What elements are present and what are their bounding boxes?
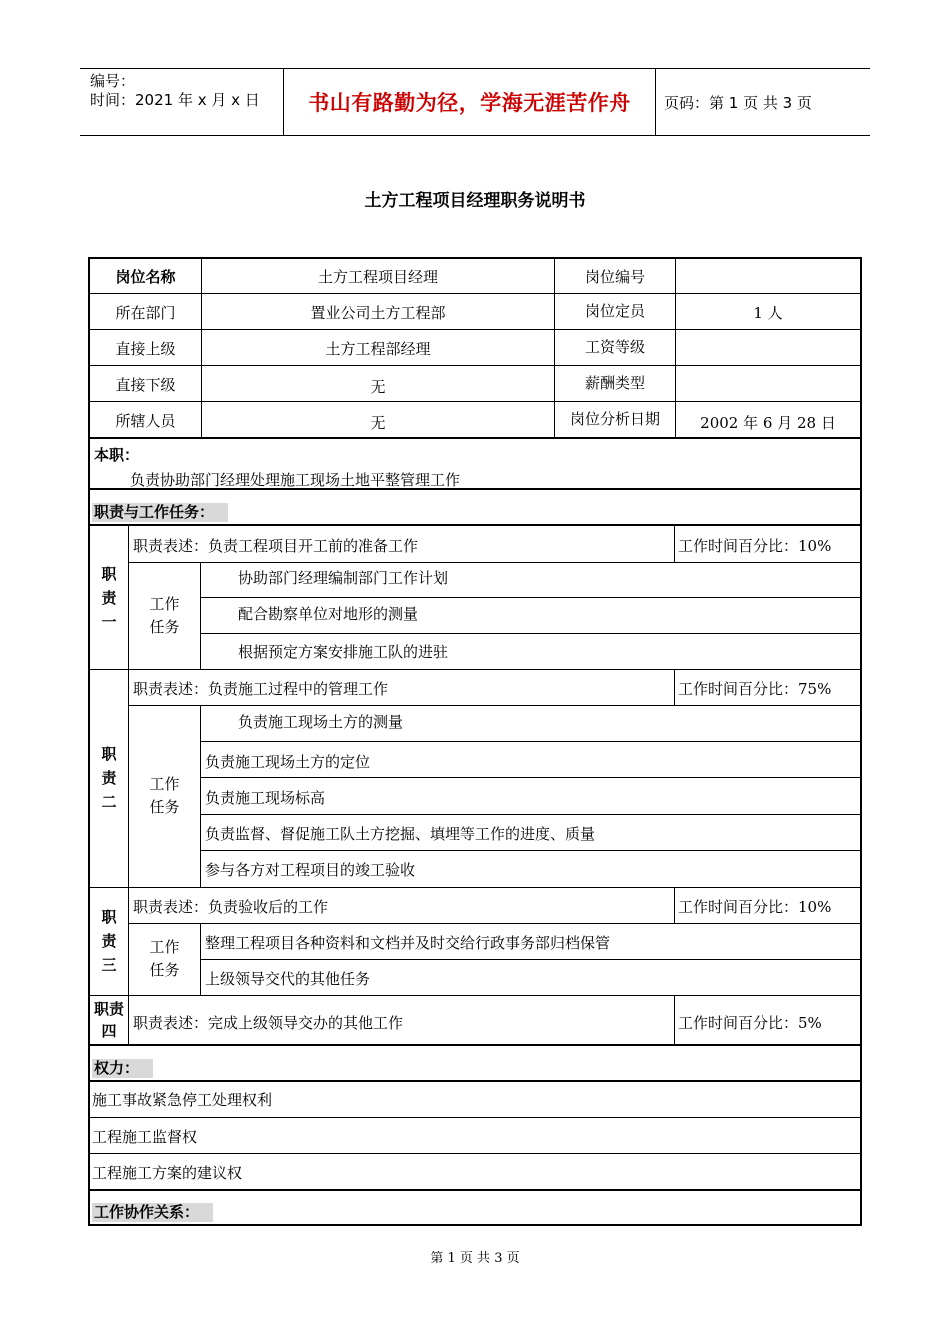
header-meta — [80, 69, 283, 135]
duty-1-label: 职 责 一 — [101, 564, 117, 631]
page-footer: 第 1 页 共 3 页 — [430, 1251, 520, 1266]
label-subordinates: 直接下级 — [115, 375, 176, 394]
duty-1-time-share: 工作时间百分比：10% — [678, 536, 832, 555]
label-supervisor: 直接上级 — [115, 339, 176, 358]
primary-duty-heading: 本职： — [94, 446, 140, 464]
label-salary-grade: 工资等级 — [584, 337, 645, 356]
duty-2-task-1: 负责施工现场土方的测量 — [238, 712, 404, 731]
value-position-name: 土方工程项目经理 — [317, 267, 438, 286]
duty-3-task-1: 整理工程项目各种资料和文档并及时交给行政事务部归档保管 — [205, 933, 611, 952]
document-number-label: 编号： — [90, 72, 136, 90]
duty-2-label: 职 责 二 — [101, 745, 117, 811]
duty-3-statement: 职责表述：负责验收后的工作 — [133, 897, 329, 916]
header-motto: 书山有路勤为径，学海无涯苦作舟 — [283, 69, 656, 135]
value-salary-grade — [676, 331, 860, 365]
duty-4-time-share: 工作时间百分比：5% — [678, 1013, 822, 1032]
duty-3-task-2: 上级领导交代的其他任务 — [205, 969, 371, 988]
label-position-name: 岗位名称 — [115, 267, 176, 286]
value-department: 置业公司土方工程部 — [310, 303, 446, 322]
value-supervisor: 土方工程部经理 — [325, 339, 431, 358]
duty-1-task-2: 配合勘察单位对地形的测量 — [238, 604, 419, 623]
duty-3-task-label: 工作 任务 — [149, 938, 180, 979]
authority-heading: 权力： — [92, 1059, 153, 1078]
document-time: 时间：2021 年 x 月 x 日 — [90, 91, 260, 109]
value-staff: 无 — [370, 413, 386, 432]
label-headcount: 岗位定员 — [584, 301, 645, 320]
value-subordinates: 无 — [370, 377, 386, 396]
label-pay-type: 薪酬类型 — [584, 373, 645, 392]
document-title: 土方工程项目经理职务说明书 — [364, 191, 586, 211]
duty-2-task-5: 参与各方对工程项目的竣工验收 — [205, 860, 416, 879]
duty-2-task-4: 负责监督、督促施工队土方挖掘、填埋等工作的进度、质量 — [205, 824, 596, 843]
authority-item-1: 施工事故紧急停工处理权利 — [92, 1090, 273, 1109]
authority-item-3: 工程施工方案的建议权 — [92, 1163, 243, 1182]
authority-item-2: 工程施工监督权 — [92, 1127, 198, 1146]
duty-1-task-1: 协助部门经理编制部门工作计划 — [238, 568, 449, 587]
label-analysis-date: 岗位分析日期 — [569, 409, 660, 428]
label-position-code: 岗位编号 — [584, 267, 645, 286]
duty-1-task-3: 根据预定方案安排施工队的进驻 — [238, 642, 449, 661]
value-position-code — [676, 259, 860, 293]
value-analysis-date: 2002 年 6 月 28 日 — [700, 413, 836, 432]
label-department: 所在部门 — [115, 303, 176, 322]
duty-2-time-share: 工作时间百分比：75% — [678, 679, 832, 698]
cooperation-heading: 工作协作关系： — [92, 1203, 213, 1222]
duty-3-label: 职 责 三 — [101, 908, 117, 974]
job-description-table — [88, 257, 862, 1226]
duty-2-task-3: 负责施工现场标高 — [205, 788, 326, 807]
duty-2-statement: 职责表述：负责施工过程中的管理工作 — [133, 679, 389, 698]
duty-4-statement: 职责表述：完成上级领导交办的其他工作 — [133, 1013, 404, 1032]
responsibilities-heading: 职责与工作任务： — [92, 503, 228, 522]
duty-3-time-share: 工作时间百分比：10% — [678, 897, 832, 916]
duty-1-task-label: 工作 任务 — [149, 594, 180, 636]
header-page-info: 页码：第 1 页 共 3 页 — [664, 93, 812, 112]
page-header — [80, 68, 870, 136]
primary-duty-text: 负责协助部门经理处理施工现场土地平整管理工作 — [130, 470, 461, 489]
duty-1-statement: 职责表述：负责工程项目开工前的准备工作 — [133, 536, 419, 555]
duty-2-task-label: 工作 任务 — [149, 775, 180, 816]
value-headcount: 1 人 — [753, 303, 783, 322]
duty-4-label: 职责 四 — [93, 1000, 124, 1040]
duty-2-task-2: 负责施工现场土方的定位 — [205, 752, 371, 771]
label-staff: 所辖人员 — [115, 411, 176, 430]
value-pay-type — [676, 367, 860, 401]
